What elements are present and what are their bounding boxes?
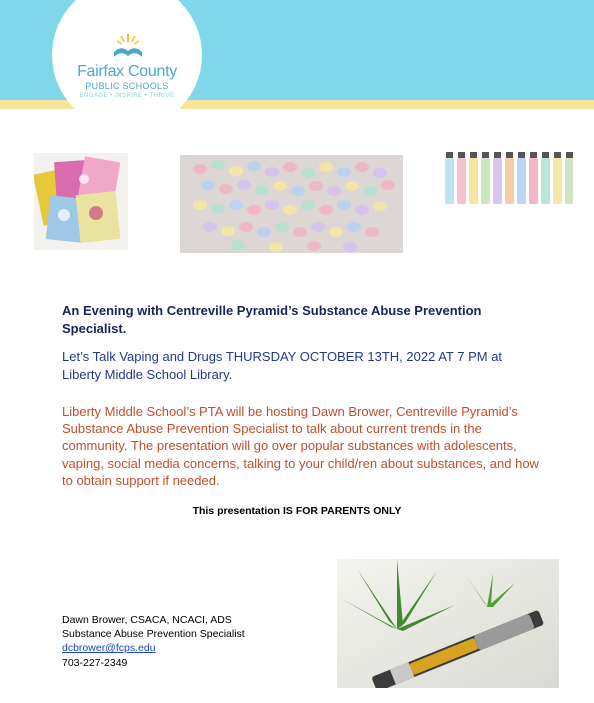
contact-phone: 703-227-2349 (62, 656, 128, 669)
vape-pens-image (442, 150, 574, 208)
parents-only-notice: This presentation IS FOR PARENTS ONLY (192, 505, 402, 517)
logo-name: Fairfax County (77, 63, 177, 80)
event-description: Liberty Middle School’s PTA will be hosting Dawn Brower, Centreville Pyramid’s Substance Abuse Prevention Specialist to talk about current trends in the community. The presentation will go over popular substances with adolescents, vaping, social media concerns, talking to your child/ren about substances, and how to obtain support if needed. (62, 404, 539, 488)
candy-packages-image (34, 153, 128, 250)
cannabis-vape-cartridge-image (337, 559, 559, 688)
event-heading: An Evening with Centreville Pyramid’s Substance Abuse Prevention Specialist. (62, 303, 482, 336)
logo-subtitle: PUBLIC SCHOOLS (85, 81, 169, 91)
pastel-pills-image (180, 155, 403, 253)
contact-block (62, 613, 245, 670)
contact-title: Substance Abuse Prevention Specialist (62, 628, 245, 641)
contact-name: Dawn Brower, CSACA, NCACI, ADS (62, 614, 232, 626)
book-lamp-icon (110, 30, 146, 62)
contact-email-link[interactable]: dcbrower@fcps.edu (62, 642, 156, 655)
logo-tagline: ENGAGE • INSPIRE • THRIVE (79, 93, 175, 99)
event-subheading: Let’s Talk Vaping and Drugs THURSDAY OCTOBER 13TH, 2022 AT 7 PM at Liberty Middle School Library. (62, 349, 503, 382)
